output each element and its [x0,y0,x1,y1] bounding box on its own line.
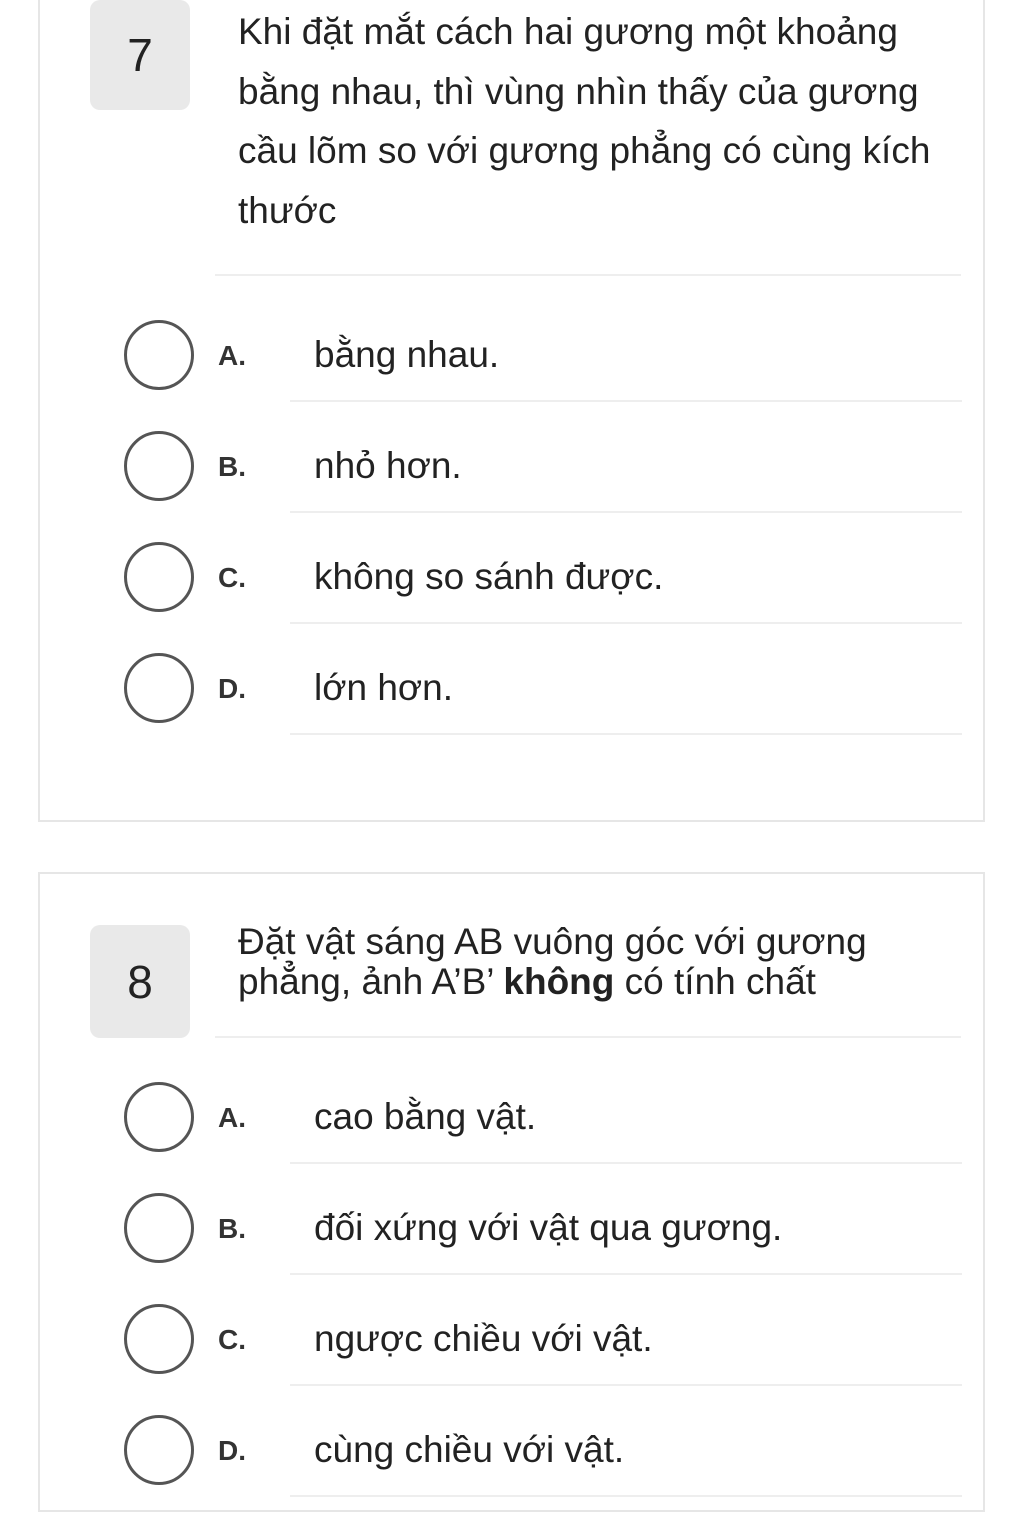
radio-button-icon[interactable] [124,542,194,612]
option-letter: B. [218,451,246,482]
option-c[interactable] [124,542,964,653]
option-text: cao bằng vật. [314,1096,537,1137]
divider [290,1495,962,1497]
option-text: không so sánh được. [314,556,664,597]
divider [290,1162,962,1164]
divider [215,274,961,276]
divider [290,1273,962,1275]
radio-button-icon[interactable] [124,320,194,390]
question-number: 8 [127,955,153,1008]
option-d[interactable] [124,1415,964,1526]
question-number-badge [90,925,190,1038]
option-letter: D. [218,1435,246,1466]
option-a[interactable] [124,320,964,431]
option-letter: C. [218,562,246,593]
option-text: ngược chiều với vật. [314,1318,653,1359]
question-text-emphasis: không [503,961,615,1002]
divider [290,733,962,735]
option-text: bằng nhau. [314,334,500,375]
option-text: lớn hơn. [314,667,454,708]
option-text: cùng chiều với vật. [314,1429,625,1470]
divider [290,1384,962,1386]
question-number-badge [90,0,190,110]
option-text: nhỏ hơn. [314,445,462,486]
option-letter: C. [218,1324,246,1355]
question-text: Khi đặt mắt cách hai gương một khoảng bằng nhau, thì vùng nhìn thấy của gương cầu lõm so với gương phẳng có cùng kích thước [238,11,931,231]
divider [215,1036,961,1038]
option-text: đối xứng với vật qua gương. [314,1207,783,1248]
divider [290,511,962,513]
radio-button-icon[interactable] [124,653,194,723]
option-d[interactable] [124,653,964,764]
radio-button-icon[interactable] [124,1415,194,1485]
radio-button-icon[interactable] [124,1082,194,1152]
option-letter: A. [218,1102,246,1133]
divider [290,622,962,624]
option-c[interactable] [124,1304,964,1415]
divider [290,400,962,402]
option-b[interactable] [124,431,964,542]
question-number: 7 [127,29,153,81]
question-card-7 [38,0,985,822]
option-b[interactable] [124,1193,964,1304]
question-card-8 [38,872,985,1512]
option-letter: B. [218,1213,246,1244]
radio-button-icon[interactable] [124,1304,194,1374]
option-a[interactable] [124,1082,964,1193]
option-letter: D. [218,673,246,704]
radio-button-icon[interactable] [124,1193,194,1263]
question-text-start: Đặt vật sáng AB vuông góc với gương phẳng, ảnh A’B’ [238,921,867,1002]
question-text [238,922,938,1002]
option-letter: A. [218,340,246,371]
question-text-end: có tính chất [614,961,816,1002]
radio-button-icon[interactable] [124,431,194,501]
